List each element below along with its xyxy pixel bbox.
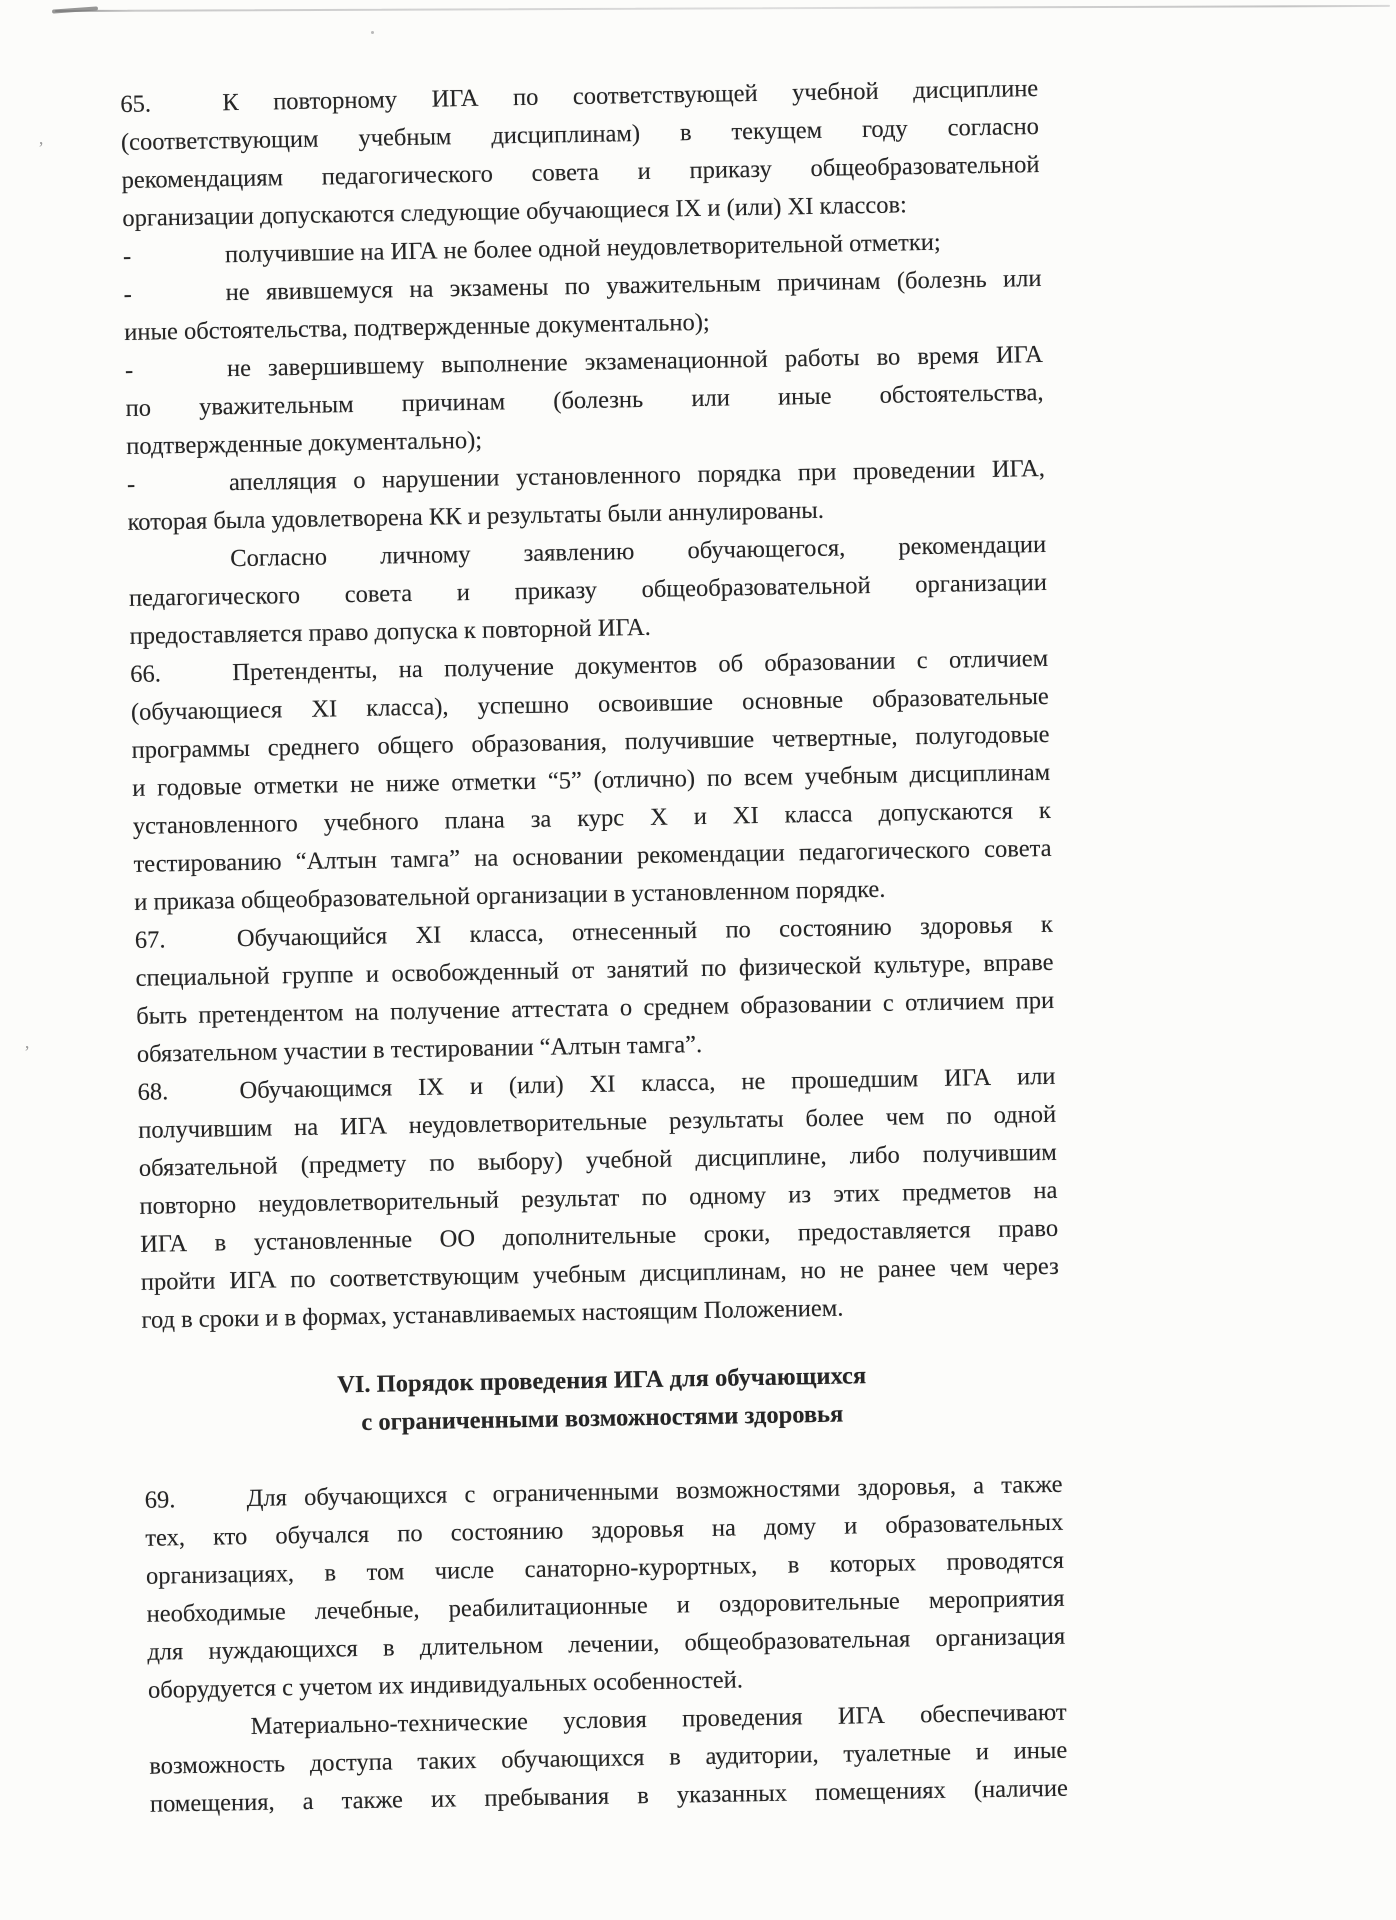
paragraph-number: 68. xyxy=(137,1078,169,1106)
text-line: по уважительным причинам (болезнь или иные обстоятельства, xyxy=(125,378,1044,422)
text-line: Материально-технические условия проведения ИГА обеспечивают xyxy=(148,1694,1067,1748)
paragraph-number: 69. xyxy=(144,1486,176,1514)
paragraph-65 xyxy=(120,70,1041,238)
text-line: 67. Обучающийся XI класса, отнесенный по состоянию здоровья к xyxy=(135,906,1054,960)
paragraph-69 xyxy=(144,1466,1066,1710)
text-line: быть претендентом на получение аттестата о среднем образовании с отличием при xyxy=(136,986,1055,1030)
paragraph-number: 67. xyxy=(134,926,166,954)
text-line: и приказа общеобразовательной организации в установленном порядке. xyxy=(134,875,886,916)
first-line-indent xyxy=(128,566,230,568)
text-line: - не явившемуся на экзамены по уважительным причинам (болезнь или xyxy=(123,260,1042,314)
text-line: для нуждающихся в длительном лечении, общеобразовательная организация xyxy=(147,1622,1066,1666)
text-line: - апелляция о нарушении установленного порядка при проведении ИГА, xyxy=(127,450,1046,504)
text-line: ИГА в установленные ОО дополнительные сроки, предоставляется право xyxy=(139,1214,1059,1258)
first-line-indent xyxy=(149,1734,251,1736)
text-line: помещения, а также их пребывания в указанных помещениях (наличие xyxy=(149,1774,1069,1818)
text-line: - получившие на ИГА не более одной неудовлетворительной отметки; xyxy=(123,222,1042,276)
text-line: и годовые отметки не ниже отметки “5” (отлично) по всем учебным дисциплинам xyxy=(132,758,1051,802)
text-line: (соответствующим учебным дисциплинам) в текущем году согласно xyxy=(120,112,1040,156)
text-line: повторно неудовлетворительный результат по одному из этих предметов на xyxy=(139,1176,1058,1220)
margin-speck: ’ xyxy=(24,1042,30,1062)
heading-line: с ограниченными возможностями здоровья xyxy=(361,1400,844,1436)
scan-streak-head-artifact xyxy=(52,6,98,13)
text-line: рекомендациям педагогического совета и приказу общеобразовательной xyxy=(121,150,1040,194)
text-line: предоставляется право допуска к повторной ИГА. xyxy=(129,613,651,650)
scan-streak-artifact xyxy=(55,5,1390,12)
text-line: оборудуется с учетом их индивидуальных особенностей. xyxy=(147,1666,744,1704)
paragraph-68 xyxy=(137,1058,1060,1340)
dash-marker: - xyxy=(124,356,134,384)
text-line: тестированию “Алтын тамга” на основании рекомендации педагогического совета xyxy=(133,834,1052,878)
dash-marker: - xyxy=(123,280,133,308)
paragraph-number: 65. xyxy=(120,90,152,118)
text-line: пройти ИГА по соответствующим учебным дисциплинам, но не ранее чем через xyxy=(140,1252,1059,1296)
text-line: подтвержденные документально); xyxy=(126,426,483,460)
text-line: установленного учебного плана за курс X и XI класса допускаются к xyxy=(132,796,1052,840)
paragraph-number: 66. xyxy=(130,660,162,688)
text-line: организациях, в том числе санаторно-курортных, в которых проводятся xyxy=(145,1546,1065,1590)
text-line: которая была удовлетворена КК и результаты были аннулированы. xyxy=(127,496,825,536)
text-line: Согласно личному заявлению обучающегося, рекомендации xyxy=(128,526,1047,580)
text-line: год в сроки и в формах, устанавливаемых настоящим Положением. xyxy=(141,1294,844,1334)
text-line: (обучающиеся XI класса), успешно освоившие основные образовательные xyxy=(130,682,1050,726)
text-line: организации допускаются следующие обучающиеся IX и (или) XI классов: xyxy=(122,191,908,232)
text-line: специальной группе и освобожденный от занятий по физической культуре, вправе xyxy=(135,948,1054,992)
text-line: программы среднего общего образования, получившие четвертные, полугодовые xyxy=(131,720,1050,764)
text-line: педагогического совета и приказу общеобразовательной организации xyxy=(128,568,1048,612)
text-line: 68. Обучающимся IX и (или) XI класса, не прошедшим ИГА или xyxy=(137,1058,1056,1112)
text-line: 66. Претенденты, на получение документов об образовании с отличием xyxy=(130,640,1049,694)
text-line: получившим на ИГА неудовлетворительные результаты более чем по одной xyxy=(137,1100,1057,1144)
text-line: необходимые лечебные, реабилитационные и оздоровительные мероприятия xyxy=(146,1584,1065,1628)
text-line: - не завершившему выполнение экзаменационной работы во время ИГА xyxy=(125,336,1044,390)
margin-speck: ’ xyxy=(38,138,44,158)
paragraph-65-addendum xyxy=(128,526,1048,656)
text-line: обязательном участии в тестировании “Алтын тамга”. xyxy=(136,1030,703,1068)
paragraph-66 xyxy=(130,640,1053,922)
paragraph-67 xyxy=(135,906,1056,1074)
scan-dot-artifact xyxy=(371,31,374,34)
text-line: 69. Для обучающихся с ограниченными возможностями здоровья, а также xyxy=(144,1466,1063,1520)
document-text-block xyxy=(120,70,1068,1824)
dash-marker: - xyxy=(126,470,136,498)
dash-marker: - xyxy=(122,242,132,270)
section-heading-vi xyxy=(142,1354,1061,1446)
text-line: иные обстоятельства, подтвержденные документально); xyxy=(124,308,710,346)
heading-line: VI. Порядок проведения ИГА для обучающихся xyxy=(336,1362,867,1399)
text-line: возможность доступа таких обучающихся в аудитории, туалетные и иные xyxy=(149,1736,1068,1780)
text-line: тех, кто обучался по состоянию здоровья на дому и образовательных xyxy=(145,1508,1064,1552)
text-line: обязательной (предмету по выбору) учебной дисциплине, либо получившим xyxy=(138,1138,1057,1182)
list-item xyxy=(125,336,1045,466)
paragraph-69-addendum xyxy=(148,1694,1068,1824)
text-line: 65. К повторному ИГА по соответствующей учебной дисциплине xyxy=(120,70,1039,124)
